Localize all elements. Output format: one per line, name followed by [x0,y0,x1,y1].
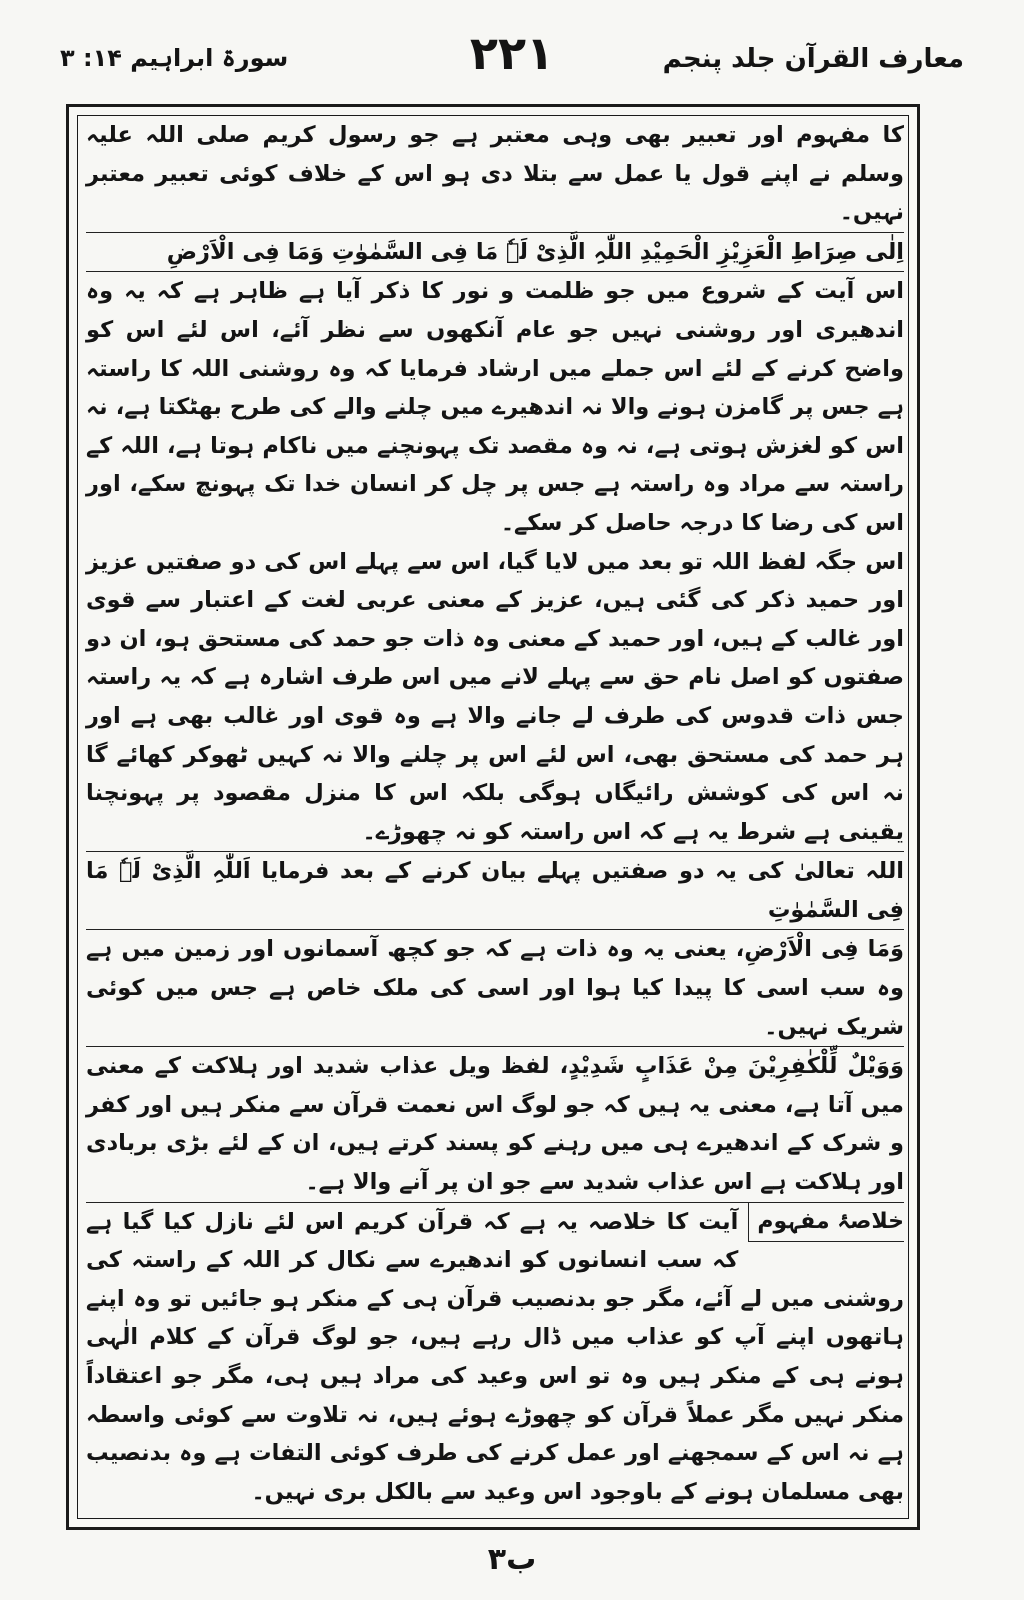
verse-line-1: اِلٰی صِرَاطِ الْعَزِیْزِ الْحَمِیْدِ اللّٰہِ الَّذِیْ لَہٗ مَا فِی السَّمٰوٰتِ وَمَا فِی الْاَرْضِ [86,232,904,273]
paragraph-4: اللہ تعالیٰ کی یہ دو صفتیں پہلے بیان کرنے کے بعد فرمایا اَللّٰہِ الَّذِیْ لَہٗ مَا فِی السَّمٰوٰتِ [86,851,904,929]
paragraph-6: وَوَیْلٌ لِّلْکٰفِرِیْنَ مِنْ عَذَابٍ شَدِیْدٍ، لفظ ویل عذاب شدید اور ہلاکت کے معنی میں آتا ہے، معنی یہ ہیں کہ جو لوگ اس نعمت قرآن سے منکر ہیں اور کفر و شرک کے اندھیرے ہی میں رہنے کو پسند کرتے ہیں، ان کے لئے بڑی بربادی اور ہلاکت ہے اس عذاب شدید سے جو ان پر آنے والا ہے۔ [86,1046,904,1201]
paragraph-5: وَمَا فِی الْاَرْضِ، یعنی یہ وہ ذات ہے کہ جو کچھ آسمانوں اور زمین میں ہے وہ سب اسی کا پیدا کیا ہوا اور اسی کی ملک خاص ہے جس میں کوئی شریک نہیں۔ [86,929,904,1046]
page-number: ۲۲۱ [469,26,555,80]
paragraph-3: اس جگہ لفظ اللہ تو بعد میں لایا گیا، اس سے پہلے اس کی دو صفتیں عزیز اور حمید ذکر کی گئی ہیں، عزیز کے معنی عربی لغت کے اعتبار سے قوی اور غالب کے ہیں، اور حمید کے معنی وہ ذات جو حمد کی مستحق ہو، ان دو صفتوں کو اصل نام حق سے پہلے لانے میں اس طرف اشارہ ہے کہ یہ راستہ جس ذات قدوس کی طرف لے جانے والا ہے وہ قوی اور غالب بھی ہے اور ہر حمد کی مستحق بھی، اس لئے اس پر چلنے والا نہ کہیں ٹھوکر کھائے گا نہ اس کی کوشش رائیگاں ہوگی بلکہ اس کا منزل مقصود پر پہونچنا یقینی ہے شرط یہ ہے کہ اس راستہ کو نہ چھوڑے۔ [86,548,904,845]
main-text [86,116,904,1511]
footer-mark: ۳ب [487,1542,537,1577]
book-title: معارف القرآن جلد پنجم [662,44,964,74]
page-header [60,14,964,84]
paragraph-1: کا مفہوم اور تعبیر بھی وہی معتبر ہے جو رسول کریم صلی اللہ علیہ وسلم نے اپنے قول یا عمل سے بتلا دی ہو اس کے خلاف کوئی تعبیر معتبر نہیں۔ [86,122,904,226]
summary-text: آیت کا خلاصہ یہ ہے کہ قرآن کریم اس لئے نازل کیا گیا ہے کہ سب انسانوں کو اندھیرے سے نکال کر اللہ کے راستہ کی روشنی میں لے آئے، مگر جو بدنصیب قرآن ہی کے منکر ہو جائیں تو وہ اپنے ہاتھوں اپنے آپ کو عذاب میں ڈال رہے ہیں، جو لوگ قرآن کے کلام الٰہی ہونے ہی کے منکر ہیں وہ تو اس وعید کی مراد ہیں ہی، مگر جو اعتقاداً منکر نہیں مگر عملاً قرآن کو چھوڑے ہوئے ہیں، نہ تلاوت سے کوئی واسطہ ہے نہ اس کے سمجھنے اور عمل کرنے کی طرف کوئی التفات ہے وہ بدنصیب بھی مسلمان ہونے کے باوجود اس وعید سے بالکل بری نہیں۔ [86,1208,904,1505]
summary-heading: خلاصۂ مفہوم [748,1203,904,1243]
surah-reference: سورۃ ابراہیم ۱۴: ۳ [60,44,289,72]
paragraph-2: اس آیت کے شروع میں جو ظلمت و نور کا ذکر آیا ہے ظاہر ہے کہ یہ وہ اندھیری اور روشنی نہیں جو عام آنکھوں سے نظر آئے، اس لئے اس کو واضح کرنے کے لئے اس جملے میں ارشاد فرمایا کہ وہ روشنی اللہ کا راستہ ہے جس پر گامزن ہونے والا نہ اندھیرے میں چلنے والے کی طرح بھٹکتا ہے، نہ اس کو لغزش ہوتی ہے، نہ وہ مقصد تک پہونچنے میں ناکام ہوتا ہے، اللہ کے راستہ سے مراد وہ راستہ ہے جس پر چل کر انسان خدا تک پہونچ سکے، اور اس کی رضا کا درجہ حاصل کر سکے۔ [86,278,904,536]
summary-paragraph [86,1202,904,1512]
